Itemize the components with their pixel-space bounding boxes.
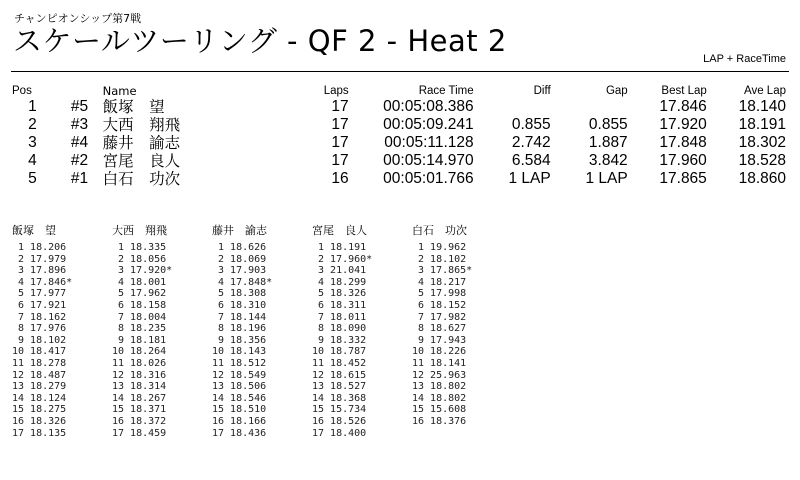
lap-time-entry: 1 18.335 (112, 242, 167, 253)
lap-column-driver: 白石 功次 (412, 224, 467, 237)
result-laps: 16 (331, 170, 349, 187)
lap-time-entry: 11 18.278 (12, 357, 67, 369)
lap-time-entry: 17 18.135 (12, 427, 67, 439)
lap-time-entry: 6 18.311 (312, 299, 367, 311)
lap-time-entry: 11 18.512 (212, 357, 267, 369)
lap-time-entry: 16 18.526 (312, 415, 367, 427)
result-ave-lap: 18.140 (738, 98, 786, 115)
result-best-lap: 17.848 (659, 134, 707, 151)
lap-time-entry: 14 18.267 (112, 392, 167, 404)
result-pos: 2 (28, 116, 37, 133)
lap-time-entry: 12 18.487 (12, 369, 67, 381)
result-laps: 17 (331, 152, 349, 169)
lap-time-entry: 6 18.310 (212, 299, 267, 311)
lap-time-entry: 15 18.275 (12, 404, 67, 416)
lap-column-driver: 宮尾 良人 (312, 224, 367, 237)
result-pos: 1 (28, 98, 37, 115)
result-ave-lap: 18.860 (738, 170, 786, 187)
lap-time-entry: 12 25.963 (412, 369, 467, 381)
event-subtitle: チャンピオンシップ第7戦 (14, 12, 142, 25)
lap-time-entry: 11 18.141 (412, 357, 467, 369)
lap-time-entry: 1 18.206 (12, 242, 67, 253)
lap-time-entry: 17 18.436 (212, 427, 267, 439)
lap-time-entry: 14 18.368 (312, 392, 367, 404)
lap-time-entry: 9 17.943 (412, 334, 467, 346)
lap-time-entry: 10 18.787 (312, 346, 367, 358)
lap-time-entry: 12 18.615 (312, 369, 367, 381)
result-race-time: 00:05:01.766 (383, 170, 474, 187)
lap-column (212, 224, 312, 439)
lap-time-entry: 14 18.546 (212, 392, 267, 404)
lap-time-entry: 17 18.459 (112, 427, 167, 439)
lap-time-entry: 8 18.235 (112, 323, 167, 335)
result-race-time: 00:05:14.970 (383, 152, 474, 169)
lap-time-entry: 3 21.041 (312, 265, 367, 277)
lap-time-entry: 3 17.865* (412, 265, 473, 277)
lap-time-entry: 2 18.069 (212, 253, 267, 265)
lap-time-entry: 16 18.372 (112, 415, 167, 427)
col-pos: Pos (12, 85, 32, 97)
result-best-lap: 17.846 (659, 98, 707, 115)
lap-time-entry: 14 18.124 (12, 392, 67, 404)
lap-time-entry: 7 18.011 (312, 311, 367, 323)
lap-time-entry: 7 17.982 (412, 311, 467, 323)
result-row (8, 170, 790, 188)
lap-time-entry: 10 18.226 (412, 346, 467, 358)
lap-times-section (12, 224, 512, 439)
lap-time-entry: 6 18.158 (112, 299, 167, 311)
lap-column-driver: 飯塚 望 (12, 224, 56, 237)
col-race-time: Race Time (418, 85, 474, 97)
result-diff (478, 98, 555, 116)
lap-time-entry: 7 18.144 (212, 311, 267, 323)
result-diff: 1 LAP (508, 170, 551, 187)
results-header-row (8, 84, 790, 98)
col-laps: Laps (323, 85, 349, 97)
lap-time-entry: 2 18.102 (412, 253, 467, 265)
lap-time-entry: 5 17.977 (12, 288, 67, 300)
lap-time-entry: 1 18.191 (312, 242, 367, 253)
lap-time-entry: 6 18.152 (412, 299, 467, 311)
lap-time-entry: 6 17.921 (12, 299, 67, 311)
lap-time-entry: 15 18.510 (212, 404, 267, 416)
lap-column (312, 224, 412, 439)
lap-time-entry: 5 17.998 (412, 288, 467, 300)
result-diff: 6.584 (511, 152, 551, 169)
lap-time-entry: 9 18.102 (12, 334, 67, 346)
col-gap: Gap (605, 85, 628, 97)
lap-time-entry: 8 18.090 (312, 323, 367, 335)
lap-time-entry: 4 17.848* (212, 276, 273, 288)
lap-time-entry: 1 19.962 (412, 242, 467, 253)
page-title: スケールツーリング - QF 2 - Heat 2 (13, 24, 507, 58)
lap-time-entry: 4 17.846* (12, 276, 73, 288)
lap-time-entry: 14 18.802 (412, 392, 467, 404)
result-row (8, 98, 790, 116)
lap-time-entry: 10 18.264 (112, 346, 167, 358)
result-best-lap: 17.920 (659, 116, 707, 133)
lap-time-entry: 4 18.299 (312, 276, 367, 288)
lap-time-entry: 3 17.920* (112, 265, 173, 277)
lap-time-entry: 3 17.903 (212, 265, 267, 277)
lap-time-entry: 2 17.960* (312, 253, 373, 265)
lap-time-entry: 16 18.166 (212, 415, 267, 427)
lap-time-entry: 4 18.001 (112, 276, 167, 288)
lap-time-entry: 7 18.162 (12, 311, 67, 323)
lap-column-driver: 大西 翔飛 (112, 224, 167, 237)
col-number (67, 84, 99, 98)
results-table (8, 84, 790, 188)
lap-time-entry: 13 18.802 (412, 381, 467, 393)
result-diff: 0.855 (511, 116, 551, 133)
result-row (8, 152, 790, 170)
result-ave-lap: 18.302 (738, 134, 786, 151)
result-race-time: 00:05:11.128 (384, 134, 474, 151)
lap-time-entry: 9 18.356 (212, 334, 267, 346)
lap-time-entry: 11 18.026 (112, 357, 167, 369)
result-row (8, 116, 790, 134)
result-driver-name: 飯塚 望 (102, 98, 165, 116)
result-best-lap: 17.960 (659, 152, 707, 169)
result-car-number: #5 (70, 98, 89, 115)
result-gap: 0.855 (588, 116, 628, 133)
result-gap: 1.887 (588, 134, 628, 151)
result-laps: 17 (331, 116, 349, 133)
lap-time-entry: 7 18.004 (112, 311, 167, 323)
lap-time-entry: 15 15.608 (412, 404, 467, 416)
lap-time-entry: 2 17.979 (12, 253, 67, 265)
lap-time-entry: 16 18.376 (412, 415, 467, 427)
mode-label: LAP + RaceTime (703, 53, 786, 65)
lap-time-entry: 16 18.326 (12, 415, 67, 427)
result-best-lap: 17.865 (659, 170, 707, 187)
result-laps: 17 (331, 134, 349, 151)
col-ave-lap: Ave Lap (744, 85, 786, 97)
result-driver-name: 白石 功次 (102, 170, 181, 188)
lap-time-entry: 13 18.314 (112, 381, 167, 393)
result-race-time: 00:05:08.386 (383, 98, 474, 115)
result-car-number: #2 (70, 152, 89, 169)
result-diff: 2.742 (511, 134, 551, 151)
result-driver-name: 藤井 諭志 (102, 134, 181, 152)
lap-time-entry: 10 18.143 (212, 346, 267, 358)
result-race-time: 00:05:09.241 (383, 116, 474, 133)
lap-time-entry: 15 18.371 (112, 404, 167, 416)
result-driver-name: 宮尾 良人 (102, 152, 181, 170)
result-car-number: #1 (70, 170, 89, 187)
lap-time-entry: 1 18.626 (212, 242, 267, 253)
col-diff: Diff (533, 85, 551, 97)
lap-time-entry: 8 18.627 (412, 323, 467, 335)
lap-time-entry: 13 18.527 (312, 381, 367, 393)
lap-time-entry: 5 18.326 (312, 288, 367, 300)
result-row (8, 134, 790, 152)
result-pos: 3 (28, 134, 37, 151)
lap-time-entry: 10 18.417 (12, 346, 67, 358)
lap-time-entry: 13 18.506 (212, 381, 267, 393)
lap-column (112, 224, 212, 439)
lap-time-entry: 13 18.279 (12, 381, 67, 393)
title-divider (11, 71, 789, 72)
result-car-number: #3 (70, 116, 89, 133)
lap-time-entry: 8 18.196 (212, 323, 267, 335)
result-car-number: #4 (70, 134, 89, 151)
lap-time-entry: 5 18.308 (212, 288, 267, 300)
lap-time-entry: 2 18.056 (112, 253, 167, 265)
lap-time-entry: 12 18.549 (212, 369, 267, 381)
result-pos: 4 (28, 152, 37, 169)
lap-time-entry: 11 18.452 (312, 357, 367, 369)
lap-time-entry: 4 18.217 (412, 276, 467, 288)
lap-time-entry: 9 18.332 (312, 334, 367, 346)
lap-time-entry: 5 17.962 (112, 288, 167, 300)
lap-time-entry: 8 17.976 (12, 323, 67, 335)
lap-time-entry: 9 18.181 (112, 334, 167, 346)
lap-time-entry: 12 18.316 (112, 369, 167, 381)
result-laps: 17 (331, 98, 349, 115)
lap-time-entry: 17 18.400 (312, 427, 367, 439)
result-gap (555, 98, 632, 116)
result-driver-name: 大西 翔飛 (102, 116, 181, 134)
lap-column (412, 224, 512, 439)
result-pos: 5 (28, 170, 37, 187)
result-gap: 3.842 (588, 152, 628, 169)
result-ave-lap: 18.191 (738, 116, 786, 133)
result-ave-lap: 18.528 (738, 152, 786, 169)
lap-time-entry: 3 17.896 (12, 265, 67, 277)
lap-column-driver: 藤井 諭志 (212, 224, 267, 237)
col-best-lap: Best Lap (661, 85, 707, 97)
col-name: Name (102, 84, 137, 98)
lap-time-entry: 15 15.734 (312, 404, 367, 416)
result-gap: 1 LAP (585, 170, 628, 187)
lap-column (12, 224, 112, 439)
